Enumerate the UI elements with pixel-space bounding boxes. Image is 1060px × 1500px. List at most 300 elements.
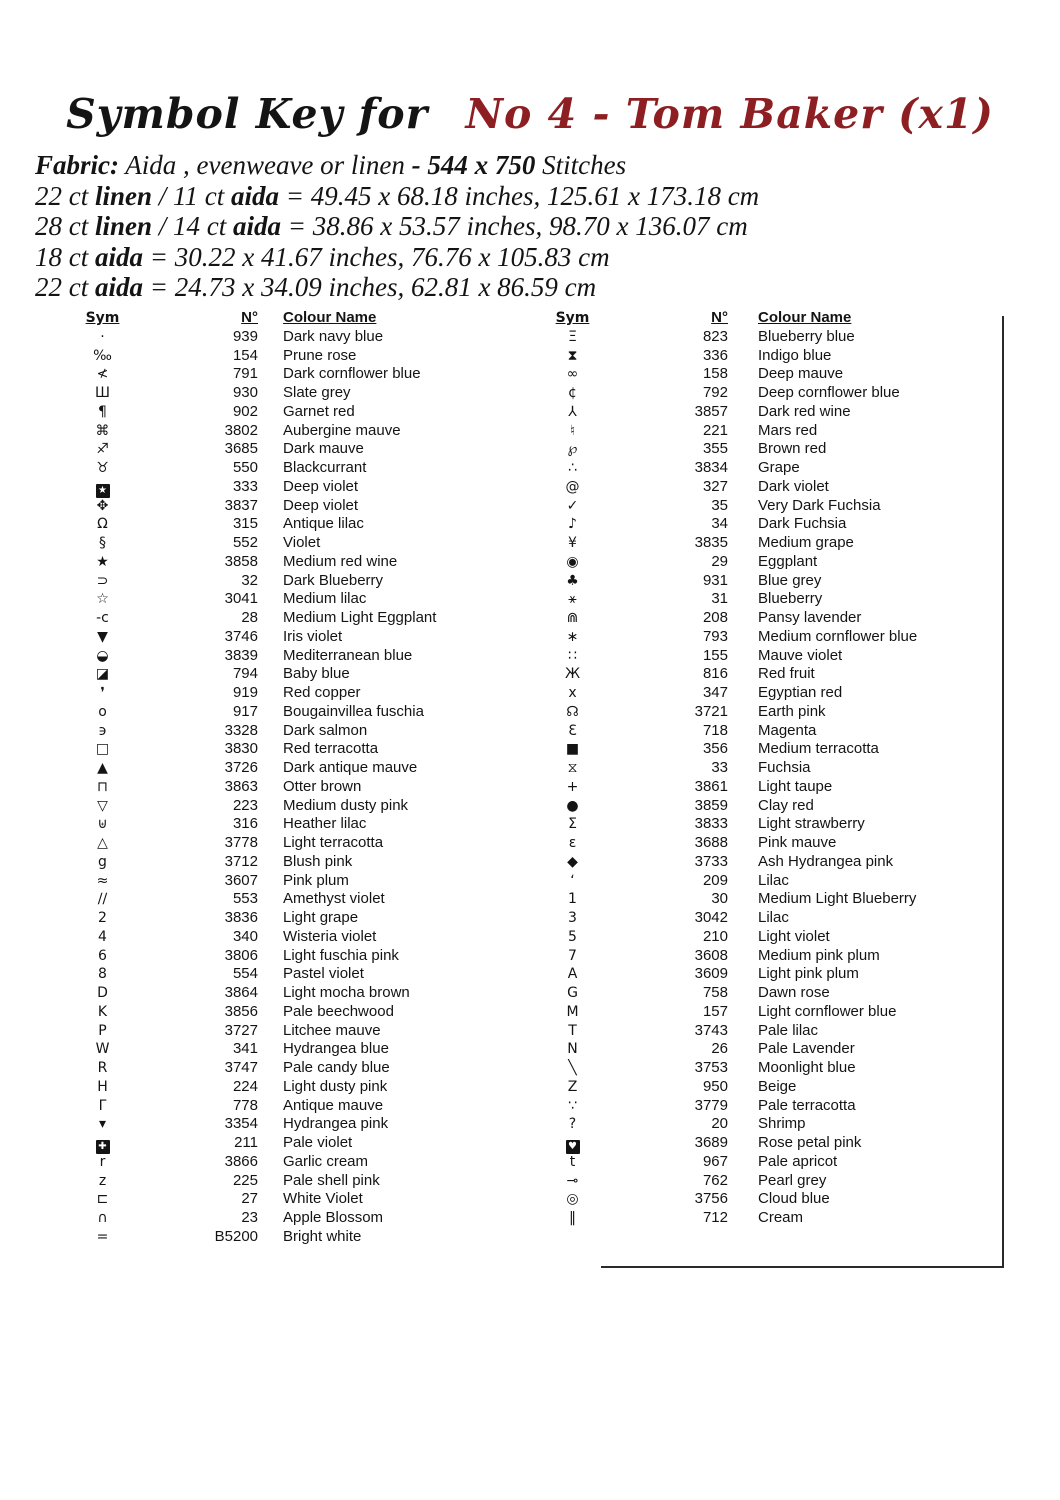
- symbol-cell: ⧖: [567, 760, 578, 776]
- floss-number-cell: 3608: [694, 946, 728, 964]
- colour-name-cell: Lilac: [758, 871, 789, 889]
- symbol-cell: ◉: [566, 553, 579, 570]
- table-row: [535, 590, 1005, 609]
- table-row: [65, 328, 535, 347]
- table-row: [65, 928, 535, 947]
- symbol-cell: ◒: [96, 647, 109, 664]
- floss-number-cell: 3835: [694, 534, 728, 551]
- floss-number-cell: 793: [702, 627, 728, 645]
- table-row: [535, 815, 1005, 834]
- table-header-row: [65, 309, 535, 328]
- colour-name-cell: Magenta: [758, 721, 817, 739]
- fabric-text-segment: = 38.86 x 53.57 inches, 98.70 x 136.07 cm: [281, 211, 748, 242]
- symbol-cell: ☆: [96, 591, 109, 608]
- symbol-cell: ⚹: [568, 591, 577, 608]
- fabric-text-segment: / 11 ct: [152, 180, 232, 211]
- colour-name-cell: Dark violet: [758, 477, 829, 495]
- table-row: [535, 1059, 1005, 1078]
- colour-name-cell: Light mocha brown: [283, 984, 410, 1001]
- table-row: [65, 1172, 535, 1191]
- symbol-cell: ◎: [566, 1191, 579, 1208]
- colour-name-cell: Pale apricot: [758, 1152, 838, 1170]
- colour-name-cell: Blue grey: [758, 571, 822, 589]
- symbol-cell: ϶: [98, 722, 107, 739]
- floss-number-cell: 3753: [694, 1059, 728, 1076]
- colour-name-cell: Deep mauve: [758, 365, 844, 383]
- floss-number-cell: 3861: [694, 777, 728, 795]
- floss-number-cell: 28: [241, 609, 258, 626]
- table-row: [535, 965, 1005, 984]
- colour-name-cell: Earth pink: [758, 702, 826, 720]
- symbol-cell: ∵: [568, 1097, 577, 1114]
- colour-name-cell: Garlic cream: [283, 1152, 369, 1170]
- table-row: [535, 1040, 1005, 1059]
- table-row: [535, 365, 1005, 384]
- colour-name-cell: Dark Blueberry: [283, 571, 384, 589]
- floss-number-cell: 3328: [224, 721, 258, 739]
- floss-number-cell: 3733: [694, 852, 728, 870]
- colour-name-cell: Ash Hydrangea pink: [758, 852, 894, 870]
- symbol-cell: ∩: [97, 1210, 108, 1226]
- symbol-cell: 1: [568, 891, 577, 908]
- symbol-cell: ≈: [96, 872, 109, 889]
- table-row: [535, 853, 1005, 872]
- table-row: [65, 740, 535, 759]
- floss-number-cell: 355: [702, 440, 728, 458]
- colour-name-cell: Litchee mauve: [283, 1021, 381, 1039]
- table-row: [65, 965, 535, 984]
- fabric-text-segment: Stitches: [535, 150, 627, 180]
- floss-number-cell: 3354: [224, 1115, 258, 1133]
- table-row: [535, 1209, 1005, 1228]
- colour-name-cell: Mediterranean blue: [283, 646, 413, 664]
- symbol-cell: ¢: [568, 385, 577, 401]
- symbol-cell: ☊: [566, 703, 579, 720]
- floss-number-cell: 20: [711, 1115, 728, 1133]
- symbol-cell: T: [568, 1022, 577, 1039]
- fabric-text-segment: linen: [95, 211, 153, 242]
- table-row: [535, 665, 1005, 684]
- table-row: [65, 478, 535, 497]
- symbol-cell: ╲: [568, 1060, 577, 1076]
- symbol-cell: 6: [98, 947, 107, 964]
- colour-name-cell: White Violet: [283, 1190, 363, 1208]
- floss-number-cell: 3857: [694, 402, 728, 420]
- colour-name-cell: Red copper: [283, 684, 361, 701]
- table-row: [65, 628, 535, 647]
- colour-name-cell: Pale violet: [283, 1134, 353, 1151]
- table-row: [535, 890, 1005, 909]
- floss-number-cell: 30: [711, 890, 728, 908]
- table-row: [65, 872, 535, 891]
- symbol-cell: ℘: [567, 441, 578, 458]
- symbol-cell: ⌘: [95, 422, 110, 439]
- symbol-cell: ‰: [93, 347, 112, 364]
- table-row: [535, 1115, 1005, 1134]
- floss-number-cell: 341: [232, 1040, 258, 1058]
- colour-name-cell: Blackcurrant: [283, 459, 367, 476]
- table-row: [65, 909, 535, 928]
- symbol-cell: ★: [96, 553, 109, 570]
- table-row: [535, 440, 1005, 459]
- symbol-cell: Ж: [564, 666, 581, 683]
- floss-number-cell: 3609: [694, 965, 728, 983]
- symbol-cell: ⅄: [568, 403, 577, 420]
- table-row: [535, 872, 1005, 891]
- symbol-cell: ∞: [566, 366, 579, 383]
- colour-name-cell: Medium lilac: [283, 590, 367, 608]
- symbol-cell: ⊃: [96, 572, 109, 589]
- symbol-cell: g: [98, 853, 107, 870]
- symbol-cell: ♐: [96, 441, 109, 458]
- header-colour-name: [258, 309, 535, 328]
- symbol-cell: ‖: [569, 1210, 576, 1226]
- table-row: [535, 384, 1005, 403]
- table-row: [535, 572, 1005, 591]
- colour-name-cell: Heather lilac: [283, 815, 367, 833]
- symbol-cell: P: [98, 1022, 107, 1039]
- table-row: [65, 609, 535, 628]
- table-row: [65, 422, 535, 441]
- colour-name-cell: Light strawberry: [758, 815, 865, 833]
- floss-number-cell: 210: [702, 927, 728, 945]
- floss-number-cell: 3779: [694, 1096, 728, 1114]
- floss-number-cell: 154: [232, 346, 258, 364]
- symbol-cell: ≮: [96, 366, 109, 383]
- symbol-cell: ♪: [568, 516, 577, 533]
- colour-name-cell: Light violet: [758, 927, 830, 945]
- colour-name-cell: Medium Light Eggplant: [283, 609, 437, 626]
- table-row: [65, 497, 535, 516]
- floss-number-cell: 791: [232, 365, 258, 383]
- colour-name-cell: Light pink plum: [758, 965, 859, 983]
- fabric-text-segment: / 14 ct: [152, 211, 234, 242]
- symbol-cell: ?: [568, 1116, 577, 1133]
- symbol-cell: ⋒: [566, 610, 579, 626]
- symbol-cell: ▲: [97, 760, 108, 776]
- symbol-table-left: [65, 309, 535, 1247]
- colour-name-cell: Bright white: [283, 1227, 362, 1245]
- symbol-cell: -c: [96, 610, 109, 626]
- table-row: [65, 1059, 535, 1078]
- table-row: [65, 722, 535, 741]
- table-row: [65, 703, 535, 722]
- symbol-cell: H: [97, 1078, 108, 1095]
- symbol-cell: Z: [567, 1078, 578, 1095]
- colour-name-cell: Grape: [758, 459, 800, 476]
- table-row: [65, 1190, 535, 1209]
- colour-name-cell: Dark antique mauve: [283, 759, 418, 776]
- floss-number-cell: 32: [241, 571, 258, 589]
- symbol-cell: R: [97, 1060, 108, 1076]
- table-row: [535, 759, 1005, 778]
- floss-number-cell: 347: [702, 684, 728, 701]
- fabric-line: [35, 272, 759, 303]
- symbol-cell: □: [95, 741, 110, 758]
- floss-number-cell: 3866: [224, 1152, 258, 1170]
- symbol-cell: ●: [566, 797, 579, 814]
- table-row: [535, 947, 1005, 966]
- table-row: [65, 1097, 535, 1116]
- floss-number-cell: 157: [702, 1002, 728, 1020]
- page-title: [0, 90, 1060, 138]
- table-row: [65, 1228, 535, 1247]
- floss-number-cell: 3833: [694, 815, 728, 833]
- floss-number-cell: 33: [711, 759, 728, 776]
- table-row: [535, 328, 1005, 347]
- fabric-text-segment: Fabric:: [35, 150, 119, 180]
- floss-number-cell: 3856: [224, 1002, 258, 1020]
- floss-number-cell: 3726: [224, 759, 258, 776]
- table-row: [535, 909, 1005, 928]
- symbol-cell: ♮: [569, 422, 575, 439]
- floss-number-cell: B5200: [214, 1227, 258, 1245]
- table-row: [65, 853, 535, 872]
- symbol-cell: 4: [98, 928, 107, 945]
- fabric-text-segment: - 544 x 750: [411, 150, 536, 180]
- fabric-line: [35, 150, 759, 181]
- table-row: [65, 534, 535, 553]
- colour-name-cell: Fuchsia: [758, 759, 811, 776]
- table-row: [65, 365, 535, 384]
- floss-number-cell: 950: [702, 1077, 728, 1095]
- fabric-info-block: [35, 150, 759, 303]
- colour-name-cell: Garnet red: [283, 402, 355, 420]
- symbol-cell: G: [567, 985, 578, 1001]
- floss-number-cell: 29: [711, 552, 728, 570]
- colour-name-cell: Hydrangea blue: [283, 1040, 389, 1058]
- table-row: [535, 1097, 1005, 1116]
- symbol-cell: ·: [100, 328, 105, 345]
- symbol-cell: @: [565, 478, 580, 495]
- table-row: [65, 834, 535, 853]
- symbol-cell: ❜: [100, 685, 105, 701]
- fabric-text-segment: aida: [233, 211, 282, 242]
- colour-name-cell: Shrimp: [758, 1115, 806, 1133]
- table-row: [535, 684, 1005, 703]
- colour-name-cell: Iris violet: [283, 627, 343, 645]
- floss-number-cell: 3743: [694, 1021, 728, 1039]
- floss-number-cell: 211: [234, 1134, 258, 1151]
- floss-number-cell: 3688: [694, 834, 728, 851]
- table-row: [65, 572, 535, 591]
- floss-number-cell: 823: [702, 327, 728, 345]
- symbol-cell: Ɛ: [568, 722, 577, 739]
- colour-name-cell: Pale shell pink: [283, 1171, 380, 1189]
- colour-name-cell: Antique mauve: [283, 1096, 384, 1114]
- fabric-text-segment: = 49.45 x 68.18 inches, 125.61 x 173.18 cm: [279, 180, 760, 211]
- floss-number-cell: 3042: [694, 909, 728, 926]
- floss-number-cell: 794: [232, 665, 258, 683]
- table-row: [65, 1022, 535, 1041]
- symbol-cell: ▼: [97, 628, 108, 645]
- symbol-cell: [535, 1134, 610, 1154]
- table-row: [535, 797, 1005, 816]
- table-row: [65, 1153, 535, 1172]
- floss-number-cell: 3607: [224, 871, 258, 889]
- table-row: [65, 384, 535, 403]
- colour-name-cell: Hydrangea pink: [283, 1115, 389, 1133]
- symbol-table-right: [535, 309, 1005, 1228]
- table-row: [65, 647, 535, 666]
- floss-number-cell: 209: [702, 871, 728, 889]
- colour-name-cell: Blush pink: [283, 852, 353, 870]
- floss-number-cell: 816: [702, 665, 728, 683]
- symbol-cell: ♣: [566, 572, 579, 589]
- table-row: [65, 1115, 535, 1134]
- symbol-cell: [65, 478, 140, 498]
- table-row: [65, 1040, 535, 1059]
- colour-name-cell: Light fuschia pink: [283, 946, 399, 964]
- colour-name-cell: Light cornflower blue: [758, 1002, 897, 1020]
- fabric-text-segment: 22 ct: [35, 272, 95, 303]
- floss-number-cell: 221: [702, 421, 728, 439]
- floss-number-cell: 333: [232, 477, 258, 495]
- header-sym: Sym: [555, 310, 590, 326]
- colour-name-cell: Pink mauve: [758, 834, 837, 851]
- symbol-cell: ✓: [566, 497, 579, 514]
- table-row: [65, 984, 535, 1003]
- colour-name-cell: Light terracotta: [283, 834, 384, 851]
- colour-name-cell: Blueberry: [758, 590, 823, 608]
- colour-name-cell: Deep violet: [283, 496, 359, 514]
- floss-number-cell: 155: [702, 646, 728, 664]
- fabric-text-segment: aida: [95, 241, 144, 272]
- colour-name-cell: Lilac: [758, 909, 789, 926]
- floss-number-cell: 336: [702, 346, 728, 364]
- fabric-text-segment: 28 ct: [35, 211, 95, 242]
- colour-name-cell: Pink plum: [283, 871, 349, 889]
- table-row: [535, 740, 1005, 759]
- table-row: [65, 815, 535, 834]
- colour-name-cell: Medium cornflower blue: [758, 627, 918, 645]
- floss-number-cell: 712: [702, 1209, 728, 1226]
- colour-name-cell: Medium red wine: [283, 552, 398, 570]
- table-row: [65, 515, 535, 534]
- table-row: [535, 609, 1005, 628]
- colour-name-cell: Dark Fuchsia: [758, 515, 847, 533]
- floss-number-cell: 762: [702, 1171, 728, 1189]
- floss-number-cell: 3756: [694, 1190, 728, 1208]
- floss-number-cell: 327: [702, 477, 728, 495]
- header-colour-name: [728, 309, 1005, 328]
- colour-name-cell: Indigo blue: [758, 346, 832, 364]
- floss-number-cell: 3806: [224, 946, 258, 964]
- symbol-cell: D: [97, 985, 108, 1001]
- floss-number-cell: 550: [232, 459, 258, 476]
- symbol-cell: M: [566, 1003, 579, 1020]
- table-row: [535, 403, 1005, 422]
- colour-name-cell: Mauve violet: [758, 646, 843, 664]
- fabric-text-segment: = 24.73 x 34.09 inches, 62.81 x 86.59 cm: [143, 272, 597, 303]
- floss-number-cell: 3836: [224, 909, 258, 926]
- table-row: [535, 497, 1005, 516]
- colour-name-cell: Baby blue: [283, 665, 350, 683]
- symbol-cell: ʻ: [570, 872, 575, 889]
- symbol-cell: ⊏: [96, 1191, 109, 1208]
- symbol-cell: ▾: [98, 1116, 107, 1133]
- colour-name-cell: Red fruit: [758, 665, 815, 683]
- symbol-cell: ∷: [568, 647, 577, 664]
- symbol-cell: t: [569, 1153, 576, 1170]
- table-right-border: [1002, 316, 1004, 1267]
- table-row: [535, 347, 1005, 366]
- colour-name-cell: Blueberry blue: [758, 327, 855, 345]
- colour-name-cell: Moonlight blue: [758, 1059, 856, 1076]
- colour-name-cell: Light taupe: [758, 777, 833, 795]
- table-row: [535, 1078, 1005, 1097]
- colour-name-cell: Otter brown: [283, 777, 362, 795]
- floss-number-cell: 3830: [224, 740, 258, 758]
- table-row: [65, 403, 535, 422]
- colour-name-cell: Dawn rose: [758, 984, 830, 1001]
- table-row: [535, 722, 1005, 741]
- symbol-cell: ¶: [98, 403, 107, 420]
- floss-number-cell: 917: [232, 702, 258, 720]
- floss-number-cell: 554: [232, 965, 258, 983]
- floss-number-cell: 27: [241, 1190, 258, 1208]
- symbol-cell: ■: [565, 741, 580, 758]
- colour-name-cell: Medium Light Blueberry: [758, 890, 917, 908]
- floss-number-cell: 3778: [224, 834, 258, 851]
- colour-name-cell: Pearl grey: [758, 1171, 827, 1189]
- colour-name-cell: Apple Blossom: [283, 1209, 384, 1226]
- table-row: [535, 834, 1005, 853]
- floss-number-cell: 553: [232, 890, 258, 908]
- symbol-cell: z: [98, 1172, 107, 1189]
- inverted-symbol: ★: [96, 484, 110, 498]
- floss-number-cell: 792: [702, 384, 728, 401]
- floss-number-cell: 931: [702, 571, 728, 589]
- floss-number-cell: 223: [232, 796, 258, 814]
- symbol-cell: ✥: [96, 497, 109, 514]
- colour-name-cell: Wisteria violet: [283, 927, 377, 945]
- colour-name-cell: Pale Lavender: [758, 1040, 855, 1058]
- colour-name-cell: Very Dark Fuchsia: [758, 496, 881, 514]
- fabric-text-segment: linen: [95, 180, 153, 211]
- colour-name-cell: Cream: [758, 1209, 804, 1226]
- colour-name-cell: Medium dusty pink: [283, 796, 409, 814]
- colour-name-cell: Deep violet: [283, 477, 359, 495]
- colour-name-cell: Amethyst violet: [283, 890, 385, 908]
- floss-number-cell: 3834: [694, 459, 728, 476]
- symbol-cell: N: [567, 1041, 578, 1058]
- symbol-cell: +: [566, 778, 579, 795]
- symbol-cell: Γ: [98, 1097, 107, 1114]
- table-row: [535, 1190, 1005, 1209]
- table-row: [65, 553, 535, 572]
- colour-name-cell: Cloud blue: [758, 1190, 830, 1208]
- table-row: [65, 947, 535, 966]
- table-row: [535, 459, 1005, 478]
- symbol-cell: Ω: [97, 516, 108, 533]
- fabric-text-segment: 22 ct: [35, 180, 95, 211]
- table-row: [65, 1209, 535, 1228]
- table-row: [535, 1172, 1005, 1191]
- symbol-cell: ⊓: [97, 778, 108, 795]
- symbol-cell: =: [96, 1228, 109, 1245]
- symbol-cell: ◆: [567, 853, 578, 870]
- table-header-row: [535, 309, 1005, 328]
- floss-number-cell: 316: [232, 815, 258, 833]
- fabric-text-segment: aida: [95, 272, 144, 303]
- floss-number-cell: 3802: [224, 421, 258, 439]
- floss-number-cell: 3689: [694, 1134, 728, 1151]
- colour-name-cell: Bougainvillea fuschia: [283, 702, 424, 720]
- symbol-cell: ∕∕: [97, 891, 108, 908]
- colour-name-cell: Medium pink plum: [758, 946, 880, 964]
- table-row: [535, 703, 1005, 722]
